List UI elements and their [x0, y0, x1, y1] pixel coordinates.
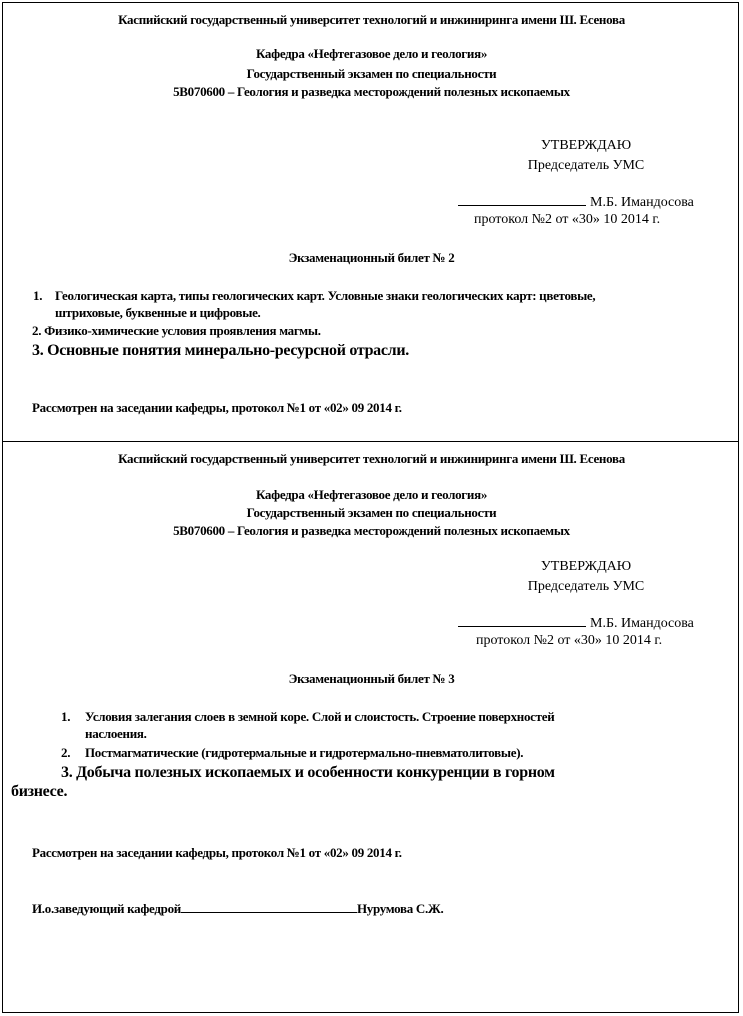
chairman-label: Председатель УМС — [527, 579, 645, 594]
specialty-name: 5В070600 – Геология и разведка месторождений полезных ископаемых — [173, 84, 570, 99]
approve-label: УТВЕРЖДАЮ — [540, 559, 632, 574]
question-3: 3. Основные понятия минерально-ресурсной отрасли. — [32, 342, 409, 359]
department-name: Кафедра «Нефтегазовое дело и геология» — [255, 487, 488, 502]
question-1-line-1: Геологическая карта, типы геологических карт. Условные знаки геологических карт: цветовые, — [55, 288, 596, 303]
head-signature-line — [181, 901, 357, 913]
signature-block — [458, 194, 694, 210]
chairman-label: Председатель УМС — [527, 158, 645, 173]
head-label: И.о.заведующий кафедрой — [32, 901, 181, 916]
question-1-line-1: Условия залегания слоев в земной коре. Слой и слоистость. Строение поверхностей — [85, 709, 555, 724]
university-name: Каспийский государственный университет технологий и инжиниринга имени Ш. Есенова — [118, 12, 625, 27]
exam-ticket-3 — [2, 441, 739, 1013]
ticket-title: Экзаменационный билет № 3 — [288, 671, 455, 686]
signature-line — [458, 194, 586, 206]
signer-name: М.Б. Имандосова — [590, 616, 694, 631]
question-2-number: 2. — [61, 745, 71, 760]
question-2: Постмагматические (гидротермальные и гидротермально-пневматолитовые). — [85, 745, 524, 760]
reviewed-note: Рассмотрен на заседании кафедры, протокол №1 от «02» 09 2014 г. — [32, 400, 402, 415]
signature-line — [458, 615, 586, 627]
question-3-line-2: бизнесе. — [11, 783, 68, 800]
exam-name: Государственный экзамен по специальности — [246, 505, 497, 520]
approval-protocol: протокол №2 от «30» 10 2014 г. — [474, 212, 661, 227]
head-signature-block — [32, 901, 443, 915]
question-2: 2. Физико-химические условия проявления магмы. — [32, 323, 321, 338]
head-name: Нурумова С.Ж. — [356, 901, 444, 916]
question-1-number: 1. — [61, 709, 71, 724]
university-name: Каспийский государственный университет технологий и инжиниринга имени Ш. Есенова — [118, 451, 625, 466]
exam-ticket-2 — [2, 2, 739, 442]
question-3-line-1: 3. Добыча полезных ископаемых и особенности конкуренции в горном — [61, 764, 555, 781]
approve-label: УТВЕРЖДАЮ — [540, 138, 632, 153]
reviewed-note: Рассмотрен на заседании кафедры, протокол №1 от «02» 09 2014 г. — [32, 845, 402, 860]
question-1-line-2: штриховые, буквенные и цифровые. — [55, 305, 261, 320]
signer-name: М.Б. Имандосова — [590, 195, 694, 210]
specialty-name: 5В070600 – Геология и разведка месторождений полезных ископаемых — [173, 523, 570, 538]
question-1-line-2: наслоения. — [85, 726, 147, 741]
signature-block — [458, 615, 694, 631]
exam-name: Государственный экзамен по специальности — [246, 66, 497, 81]
approval-protocol: протокол №2 от «30» 10 2014 г. — [476, 633, 663, 648]
question-1-number: 1. — [33, 288, 43, 303]
ticket-title: Экзаменационный билет № 2 — [288, 250, 455, 265]
department-name: Кафедра «Нефтегазовое дело и геология» — [255, 46, 488, 61]
